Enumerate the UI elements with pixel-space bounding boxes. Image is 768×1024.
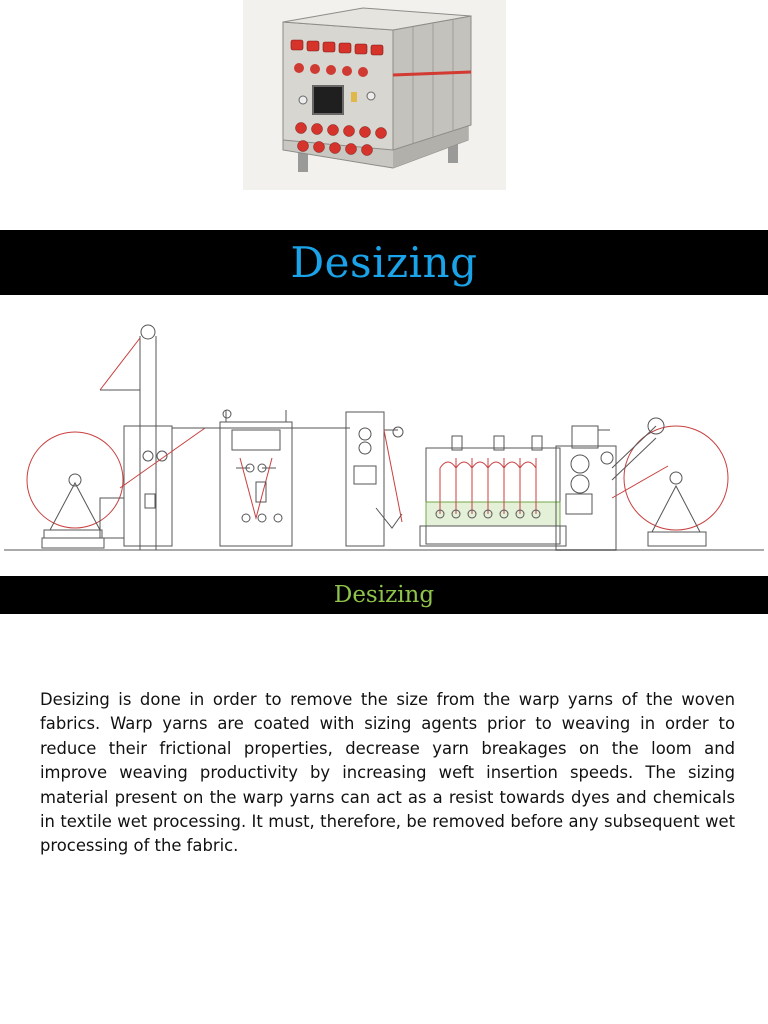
page-title: Desizing [290, 238, 478, 287]
section-banner [0, 576, 768, 614]
schematic-illustration [0, 318, 768, 563]
desizing-machine-photo [243, 0, 506, 190]
machine-illustration [243, 0, 506, 190]
title-banner [0, 230, 768, 295]
body-paragraph: Desizing is done in order to remove the size from the warp yarns of the woven fabrics. Warp yarns are coated with sizing agents prior to weaving in order to reduce their frictional properties, decrease yarn breakages on the loom and improve weaving productivity by increasing weft insertion speeds. The sizing material present on the warp yarns can act as a resist towards dyes and chemicals in textile wet processing. It must, therefore, be removed before any subsequent wet processing of the fabric. [40, 690, 735, 856]
desizing-line-schematic [0, 318, 768, 563]
section-title: Desizing [333, 582, 435, 608]
